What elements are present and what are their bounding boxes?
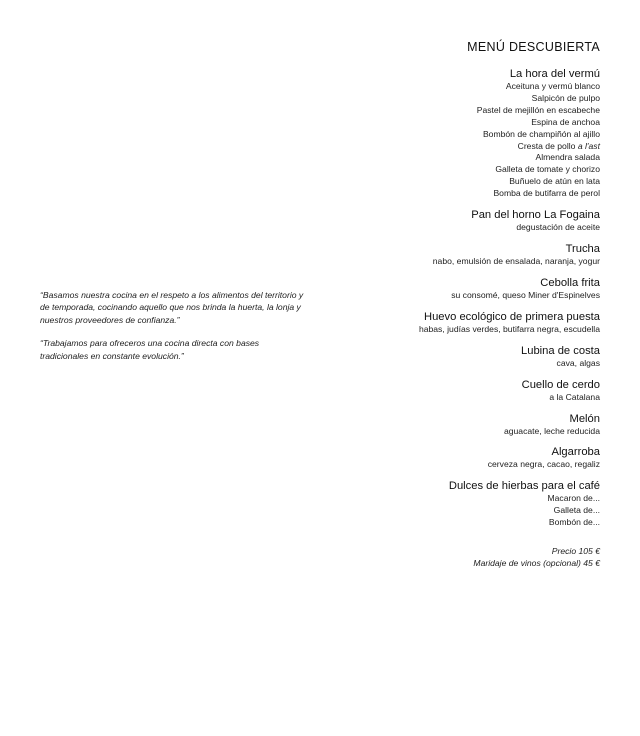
course-algarroba: [340, 445, 600, 471]
price-block: [340, 545, 600, 570]
course-item-emphasis: a l'ast: [577, 140, 600, 151]
course-dulces: [340, 479, 600, 529]
course-lubina: [340, 344, 600, 370]
course-items: [340, 81, 600, 200]
wine-pairing-price: Maridaje de vinos (opcional) 45 €: [473, 558, 600, 569]
course-items: [340, 493, 600, 529]
course-name: Dulces de hierbas para el café: [448, 480, 600, 493]
tasting-menu: [340, 39, 600, 570]
course-desc: habas, judías verdes, butifarra negra, escudella: [418, 323, 600, 334]
course-item: Pastel de mejillón en escabeche: [476, 104, 600, 115]
course-name: Melón: [569, 412, 600, 425]
quote-1: “Basamos nuestra cocina en el respeto a los alimentos del territorio y de temporada, cocinando aquello que nos brinda la huerta, la lonja y nuestros proveedores de confianza.”: [40, 290, 304, 325]
quote-2: “Trabajamos para ofreceros una cocina directa con bases tradicionales en constante evolución.”: [40, 338, 260, 361]
course-item: Bombón de champiñón al ajillo: [482, 128, 600, 139]
course-item: Buñuelo de atún en lata: [509, 176, 600, 187]
course-item: Bomba de butifarra de perol: [493, 188, 600, 199]
course-item: Bombón de...: [548, 517, 600, 528]
course-name: Cebolla frita: [540, 276, 600, 289]
course-trucha: [340, 242, 600, 268]
course-vermu: [340, 67, 600, 200]
course-cebolla: [340, 276, 600, 302]
course-item: Aceituna y vermú blanco: [505, 81, 600, 91]
course-name: Cuello de cerdo: [521, 378, 600, 391]
course-melon: [340, 412, 600, 438]
course-huevo: [340, 310, 600, 336]
course-name: Trucha: [565, 242, 600, 255]
course-name: Algarroba: [551, 446, 600, 459]
course-desc: aguacate, leche reducida: [503, 425, 600, 436]
course-item: Galleta de tomate y chorizo: [495, 164, 600, 175]
course-item: Galleta de...: [553, 505, 600, 516]
course-item: Espina de anchoa: [531, 116, 600, 127]
course-name: Pan del horno La Fogaina: [471, 209, 600, 222]
course-item: Salpicón de pulpo: [531, 92, 600, 103]
course-item: Almendra salada: [535, 152, 600, 163]
course-cuello: [340, 378, 600, 404]
menu-price: Precio 105 €: [551, 546, 600, 557]
course-desc: nabo, emulsión de ensalada, naranja, yogur: [432, 255, 600, 266]
course-item-text: Cresta de pollo: [517, 140, 576, 151]
course-name: La hora del vermú: [509, 68, 600, 80]
course-desc: a la Catalana: [549, 391, 600, 402]
course-pan: [340, 208, 600, 234]
course-desc: cava, algas: [556, 357, 600, 368]
course-name: Huevo ecológico de primera puesta: [424, 310, 600, 323]
course-desc: degustación de aceite: [516, 222, 600, 233]
menu-title: MENÚ DESCUBIERTA: [467, 40, 600, 54]
course-item: Macaron de...: [547, 493, 600, 504]
course-desc: cerveza negra, cacao, regaliz: [487, 459, 600, 470]
philosophy-quotes: [40, 289, 308, 373]
course-item: [340, 141, 600, 153]
course-name: Lubina de costa: [521, 344, 600, 357]
course-desc: su consomé, queso Miner d'Espinelves: [451, 289, 600, 300]
